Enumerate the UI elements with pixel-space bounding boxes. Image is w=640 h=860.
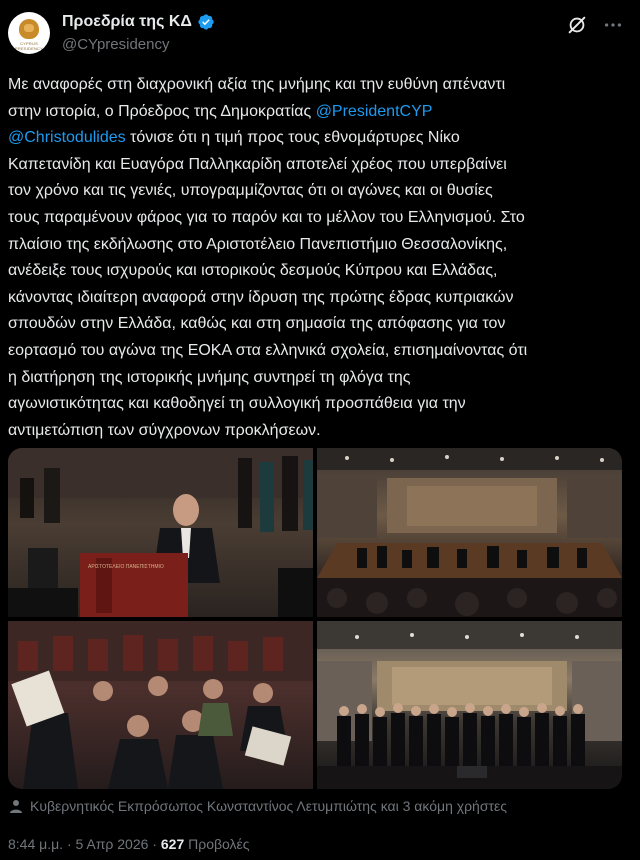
tweet-text-line (8, 311, 624, 338)
tweet-text-line (8, 99, 624, 126)
tweet-text-line (8, 285, 624, 312)
mention-link[interactable]: @PresidentCYP (315, 102, 433, 120)
coat-of-arms-icon (19, 19, 39, 39)
views-label: Προβολές (188, 836, 250, 852)
tweet-text-line (8, 338, 624, 365)
tweet-text-segment: η διατήρηση της ιστορικής μνήμης συντηρεί τη φλόγα της (8, 368, 411, 386)
tweet-text-segment: Καπετανίδη και Ευαγόρα Παλληκαρίδη αποτελεί χρέος που υπερβαίνει (8, 155, 507, 173)
photo-audience[interactable] (8, 621, 313, 789)
tweet-text-segment: τους παραμένουν φάρος για το παρόν και το μέλλον του Ελληνισμού. Στο (8, 208, 525, 226)
tweet-text-line (8, 365, 624, 392)
avatar-logo-text: CYPRUS PRESIDENCY (14, 41, 43, 51)
display-name[interactable]: Προεδρία της ΚΔ (62, 13, 192, 30)
grok-icon[interactable] (566, 14, 588, 36)
footer-separator: · (63, 836, 76, 852)
tweet-text-segment: κάνοντας ιδιαίτερη αναφορά στην ίδρυση της πρώτης έδρας κυπριακών (8, 288, 514, 306)
tweet-text-line (8, 391, 624, 418)
person-icon (8, 798, 24, 814)
tweet-text-segment: σπουδών στην Ελλάδα, καθώς και στη σημασία της απόφασης για τον (8, 315, 506, 333)
tweet-text-segment: αγωνιστικότητας και καθοδηγεί τη συλλογική προσπάθεια για την (8, 395, 466, 413)
media-grid[interactable] (8, 448, 622, 789)
tweet-text-segment: ανέδειξε τους ισχυρούς και ιστορικούς δεσμούς Κύπρου και Ελλάδας, (8, 262, 498, 280)
avatar[interactable] (8, 12, 50, 54)
footer-separator-2: · (148, 836, 161, 852)
tweet-text-line (8, 178, 624, 205)
tweet-text-segment: τόνισε ότι η τιμή προς τους εθνομάρτυρες Νίκο (125, 129, 460, 147)
tweet-text-line (8, 152, 624, 179)
tagged-users-text[interactable]: Κυβερνητικός Εκπρόσωπος Κωνσταντίνος Λετυμπιώτης και 3 ακόμη χρήστες (30, 798, 507, 814)
tweet-text-segment: τον χρόνο και τις γενιές, υπογραμμίζοντας ότι οι αγώνες και οι θυσίες (8, 182, 493, 200)
tweet-text-segment: εορτασμό του αγώνα της ΕΟΚΑ στα ελληνικά σχολεία, επισημαίνοντας ότι (8, 341, 528, 359)
tweet-footer (8, 836, 250, 852)
tweet-text-segment: Με αναφορές στη διαχρονική αξία της μνήμης και την ευθύνη απέναντι (8, 76, 506, 93)
photo-concert-hall[interactable] (317, 448, 622, 617)
handle[interactable]: @CYpresidency (62, 36, 170, 53)
tweet-text-segment: στην ιστορία, ο Πρόεδρος της Δημοκρατίας (8, 102, 316, 120)
tweet-text-segment: πλαίσιο της εκδήλωσης στο Αριστοτέλειο Πανεπιστήμιο Θεσσαλονίκης, (8, 235, 508, 253)
tweet-text-line (8, 125, 624, 152)
mention-link[interactable]: @Christodulides (8, 129, 126, 147)
more-options-icon[interactable] (602, 14, 624, 36)
tweet-text (8, 72, 624, 444)
tweet-text-line (8, 232, 624, 259)
tweet-time[interactable]: 8:44 μ.μ. (8, 836, 64, 852)
verified-badge-icon (197, 13, 215, 31)
tweet-text-segment: αντιμετώπιση των σύγχρονων προκλήσεων. (8, 421, 321, 439)
podium-text: ΑΡΙΣΤΟΤΕΛΕΙΟ ΠΑΝΕΠΙΣΤΗΜΙΟ (88, 564, 164, 570)
tweet-text-line (8, 258, 624, 285)
tweet-header (0, 0, 640, 62)
tagged-users[interactable] (8, 798, 507, 814)
tweet-text-line (8, 418, 624, 445)
name-row (62, 13, 215, 31)
views-count: 627 (160, 836, 185, 852)
photo-group-stage[interactable] (317, 621, 622, 789)
tweet-text-line (8, 72, 624, 99)
photo-speaker-podium[interactable] (8, 448, 313, 617)
tweet-date[interactable]: 5 Απρ 2026 (75, 836, 149, 852)
tweet-text-line (8, 205, 624, 232)
